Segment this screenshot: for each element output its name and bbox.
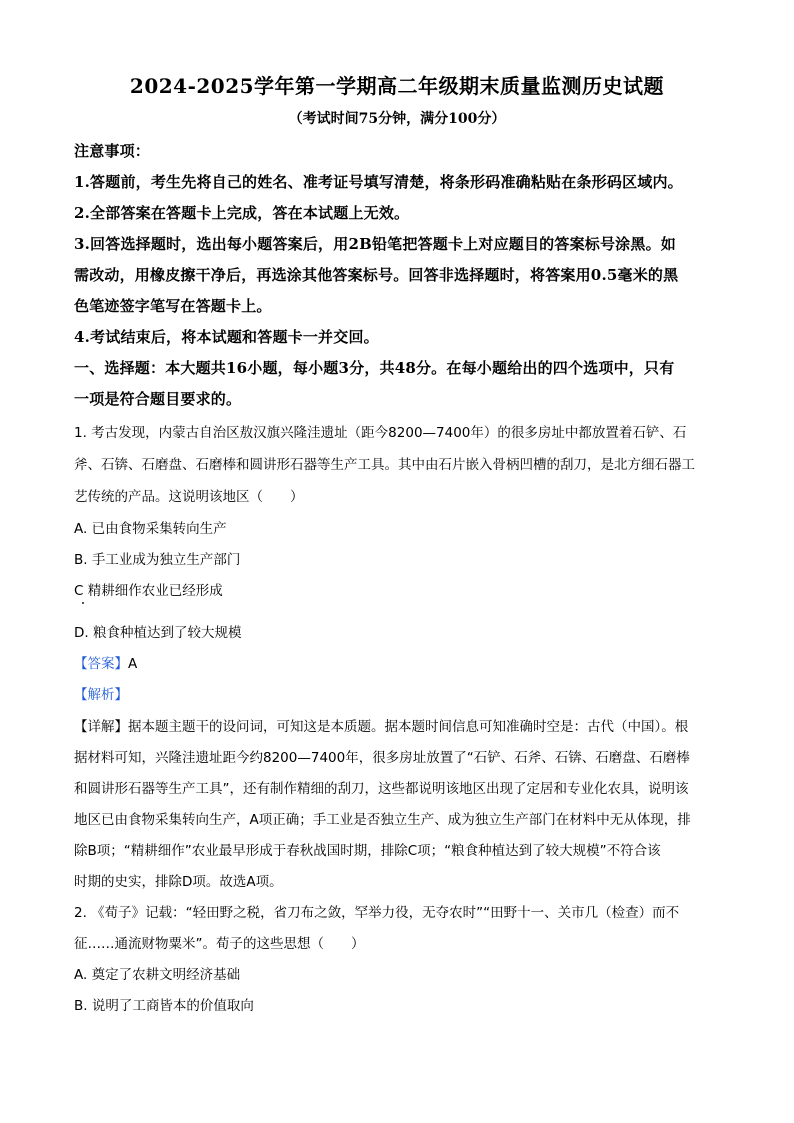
scan-artifact-dot (82, 602, 84, 604)
notice-item-1: 1.答题前，考生先将自己的姓名、准考证号填写清楚，将条形码准确粘贴在条形码区域内。 (74, 173, 683, 191)
answer-label: 【答案】 (74, 656, 128, 672)
q2-stem-line-2: 征……通流财物粟米”。荀子的这些思想（ ） (74, 936, 365, 952)
q1-option-c: C 精耕细作农业已经形成 (74, 583, 223, 599)
q1-detail-line-2: 据材料可知，兴隆洼遗址距今约8200—7400年，很多房址放置了“石铲、石斧、石锛、石磨盘、石磨棒 (74, 750, 690, 766)
q1-stem-line-2: 斧、石锛、石磨盘、石磨棒和圆讲形石器等生产工具。其中由石片嵌入骨柄凹槽的刮刀，是北方细石器工 (74, 457, 695, 473)
q1-option-b: B. 手工业成为独立生产部门 (74, 552, 241, 568)
detail-text: 据本题主题干的设问词，可知这是本质题。据本题时间信息可知准确时空是：古代（中国）。根 (128, 719, 689, 735)
notice-heading: 注意事项： (74, 142, 151, 160)
notice-item-3-line-1: 3.回答选择题时，选出每小题答案后，用2B铅笔把答题卡上对应题目的答案标号涂黑。如 (74, 235, 676, 253)
q1-detail-line-1 (74, 715, 688, 735)
q1-detail-line-6: 时期的史实，排除D项。故选A项。 (74, 874, 283, 890)
q1-stem-line-1: 1. 考古发现，内蒙古自治区敖汉旗兴隆洼遗址（距今8200—7400年）的很多房址中都放置着石铲、石 (74, 425, 687, 441)
section-heading-line-1: 一、选择题：本大题共16小题，每小题3分，共48分。在每小题给出的四个选项中，只有 (74, 359, 675, 377)
notice-item-3-line-3: 色笔迹签字笔写在答题卡上。 (74, 297, 272, 315)
exam-title: 2024-2025学年第一学期高二年级期末质量监测历史试题 (129, 74, 665, 98)
q1-analysis-label: 【解析】 (74, 687, 128, 703)
q1-detail-line-4: 地区已由食物采集转向生产，A项正确；手工业是否独立生产、成为独立生产部门在材料中无从体现，排 (74, 812, 691, 828)
detail-label: 【详解】 (74, 719, 128, 735)
q2-option-b: B. 说明了工商皆本的价值取向 (74, 998, 254, 1014)
q2-option-a: A. 奠定了农耕文明经济基础 (74, 967, 241, 983)
q1-stem-line-3: 艺传统的产品。这说明该地区（ ） (74, 489, 304, 505)
answer-value: A (128, 656, 138, 672)
q1-option-a: A. 已由食物采集转向生产 (74, 521, 227, 537)
notice-item-3-line-2: 需改动，用橡皮擦干净后，再选涂其他答案标号。回答非选择题时，将答案用0.5毫米的黑 (74, 266, 679, 284)
q2-stem-line-1: 2. 《荀子》记载：“轻田野之税，省刀布之敛，罕举力役，无夺农时”“田野十一、关市几（检查）而不 (74, 905, 680, 921)
q1-option-d: D. 粮食种植达到了较大规模 (74, 625, 242, 641)
exam-duration-note: （考试时间75分钟，满分100分） (288, 111, 506, 127)
q1-answer (74, 652, 137, 672)
q1-detail-line-5: 除B项；“精耕细作”农业最早形成于春秋战国时期，排除C项；“粮食种植达到了较大规模”不符合该 (74, 843, 661, 859)
q1-detail-line-3: 和圆讲形石器等生产工具”，还有制作精细的刮刀，这些都说明该地区出现了定居和专业化农具，说明该 (74, 781, 689, 797)
notice-item-4: 4.考试结束后，将本试题和答题卡一并交回。 (74, 328, 379, 346)
section-heading-line-2: 一项是符合题目要求的。 (74, 390, 242, 408)
notice-item-2: 2.全部答案在答题卡上完成，答在本试题上无效。 (74, 204, 410, 222)
